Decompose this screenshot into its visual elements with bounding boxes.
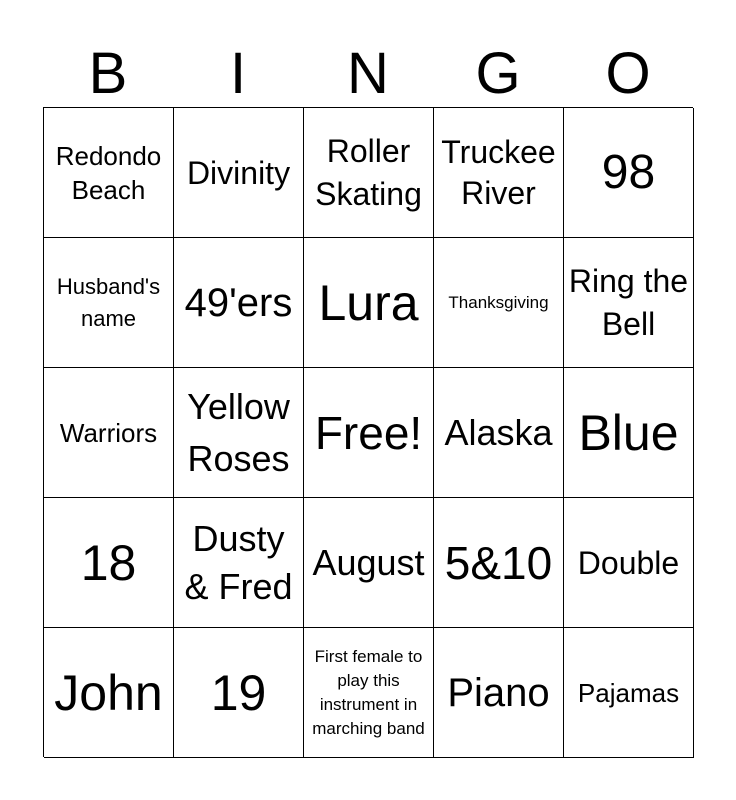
bingo-grid	[43, 107, 693, 757]
bingo-cell[interactable]: Double	[564, 498, 694, 628]
bingo-cell[interactable]: Warriors	[44, 368, 174, 498]
header-letter-b: B	[88, 41, 128, 106]
bingo-cell[interactable]: First female to play this instrument in marching band	[304, 628, 434, 758]
bingo-cell[interactable]: Ring the Bell	[564, 238, 694, 368]
bingo-cell[interactable]: Roller Skating	[304, 108, 434, 238]
bingo-cell[interactable]: Thanksgiving	[434, 238, 564, 368]
bingo-cell[interactable]: Truckee River	[434, 108, 564, 238]
bingo-cell[interactable]: Alaska	[434, 368, 564, 498]
bingo-cell[interactable]: Free!	[304, 368, 434, 498]
bingo-cell[interactable]: 18	[44, 498, 174, 628]
header-letter-i: I	[229, 41, 247, 106]
bingo-cell[interactable]: Pajamas	[564, 628, 694, 758]
bingo-cell[interactable]: 49'ers	[174, 238, 304, 368]
bingo-cell[interactable]: Divinity	[174, 108, 304, 238]
bingo-cell[interactable]: Lura	[304, 238, 434, 368]
bingo-cell[interactable]: August	[304, 498, 434, 628]
header-letter-g: G	[475, 41, 521, 106]
bingo-cell[interactable]: Dusty & Fred	[174, 498, 304, 628]
bingo-cell[interactable]: 5&10	[434, 498, 564, 628]
bingo-cell[interactable]: Yellow Roses	[174, 368, 304, 498]
header-letter-n: N	[347, 41, 389, 106]
header-letter-o: O	[605, 41, 651, 106]
bingo-cell[interactable]: 98	[564, 108, 694, 238]
bingo-header	[43, 40, 693, 108]
bingo-cell[interactable]: Piano	[434, 628, 564, 758]
bingo-cell[interactable]: Redondo Beach	[44, 108, 174, 238]
bingo-cell[interactable]: 19	[174, 628, 304, 758]
bingo-cell[interactable]: Husband's name	[44, 238, 174, 368]
bingo-cell[interactable]: John	[44, 628, 174, 758]
bingo-cell[interactable]: Blue	[564, 368, 694, 498]
